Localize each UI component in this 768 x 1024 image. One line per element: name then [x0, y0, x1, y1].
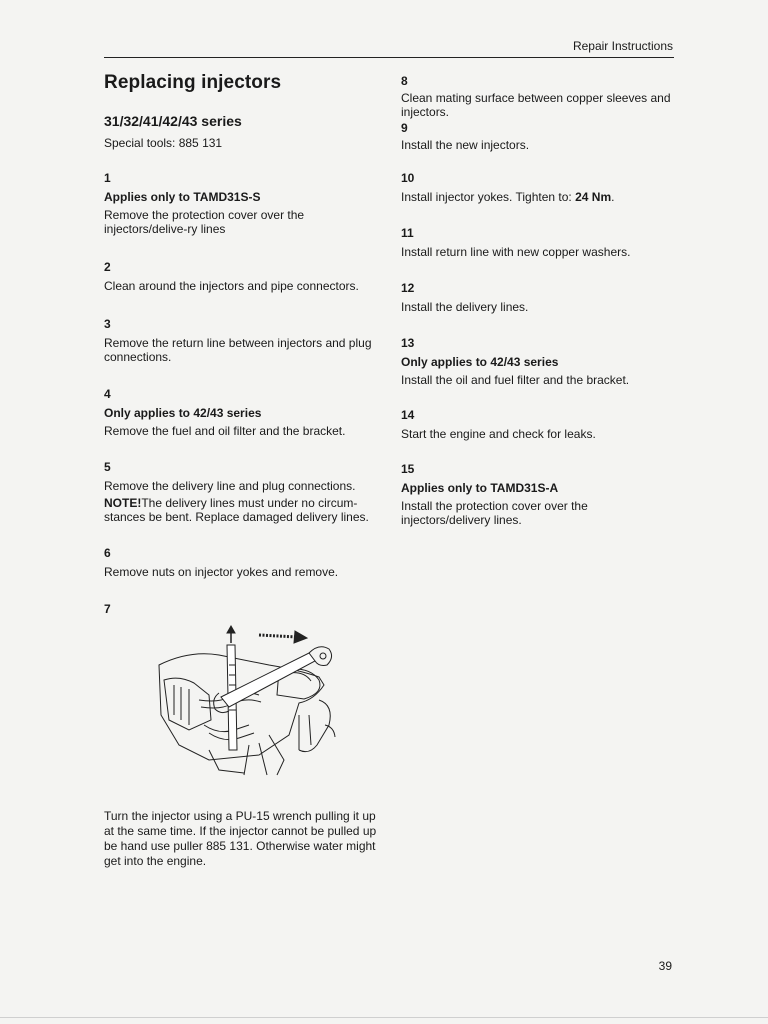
step-number: 15 [401, 462, 415, 476]
note-text: The delivery lines must under no circum-stances be bent. Replace damaged delivery lines. [104, 496, 369, 524]
step-1 [104, 170, 379, 236]
step-3 [104, 316, 379, 364]
step-number: 8 [401, 74, 408, 88]
step-15 [401, 461, 676, 527]
step-number: 14 [401, 408, 415, 422]
injector-wrench-illustration [149, 625, 389, 785]
step-number: 12 [401, 281, 415, 295]
step-number: 1 [104, 171, 111, 185]
page-number: 39 [658, 959, 672, 973]
engine-injector-drawing [149, 625, 389, 785]
step-text: Install the oil and fuel filter and the bracket. [401, 373, 630, 387]
step-9 [401, 120, 676, 152]
page-title: Replacing injectors [104, 72, 282, 93]
step-note [104, 496, 379, 524]
step-text-main: Install injector yokes. Tighten to: [401, 190, 576, 204]
step-number: 11 [401, 226, 414, 240]
step-text-end: . [611, 190, 615, 204]
step-heading: Only applies to 42/43 series [401, 355, 559, 369]
torque-value: 24 Nm [575, 190, 612, 204]
step-number: 7 [104, 602, 111, 616]
step-text: Install the protection cover over the injectors/delivery lines. [401, 499, 588, 527]
step-heading: Applies only to TAMD31S-A [401, 481, 559, 495]
step-text: Start the engine and check for leaks. [401, 427, 596, 441]
step-4 [104, 386, 379, 438]
step-text: Remove the delivery line and plug connections. [104, 479, 356, 493]
step-11 [401, 225, 676, 259]
left-column [104, 72, 379, 869]
step-text: Clean around the injectors and pipe connectors. [104, 279, 359, 293]
step-number: 3 [104, 317, 111, 331]
step-14 [401, 407, 676, 441]
note-label: NOTE! [104, 496, 142, 510]
step-number: 5 [104, 460, 111, 474]
step-text: Install the delivery lines. [401, 300, 529, 314]
header-section-label: Repair Instructions [572, 39, 673, 53]
step-text: Clean mating surface between copper sleeves and injectors. [401, 91, 671, 119]
step-5 [104, 459, 379, 524]
special-tools: Special tools: 885 131 [104, 136, 223, 150]
header-divider [104, 57, 674, 58]
figure-caption: Turn the injector using a PU-15 wrench pulling it up at the same time. If the injector cannot be pulled up be hand use puller 885 131. Otherwise water might get into the engine. [104, 809, 377, 868]
step-text: Remove the return line between injectors and plug connections. [104, 336, 372, 364]
series-heading: 31/32/41/42/43 series [104, 113, 242, 129]
step-7 [104, 601, 379, 617]
step-8 [401, 73, 676, 119]
step-text: Install the new injectors. [401, 138, 530, 152]
step-text: Install return line with new copper washers. [401, 245, 631, 259]
step-number: 4 [104, 387, 111, 401]
step-10 [401, 170, 676, 204]
step-number: 10 [401, 171, 415, 185]
step-6 [104, 545, 379, 579]
right-column [401, 73, 676, 527]
step-number: 6 [104, 546, 111, 560]
step-13 [401, 335, 676, 387]
step-text: Remove the fuel and oil filter and the bracket. [104, 424, 346, 438]
step-heading: Applies only to TAMD31S-S [104, 190, 261, 204]
step-number: 9 [401, 121, 408, 135]
step-12 [401, 280, 676, 314]
step-number: 2 [104, 260, 111, 274]
page-edge-line [0, 1017, 768, 1018]
step-text [401, 190, 676, 204]
step-heading: Only applies to 42/43 series [104, 406, 262, 420]
step-text: Remove the protection cover over the injectors/delive-ry lines [104, 208, 305, 236]
step-number: 13 [401, 336, 415, 350]
step-2 [104, 259, 379, 293]
step-text: Remove nuts on injector yokes and remove. [104, 565, 339, 579]
